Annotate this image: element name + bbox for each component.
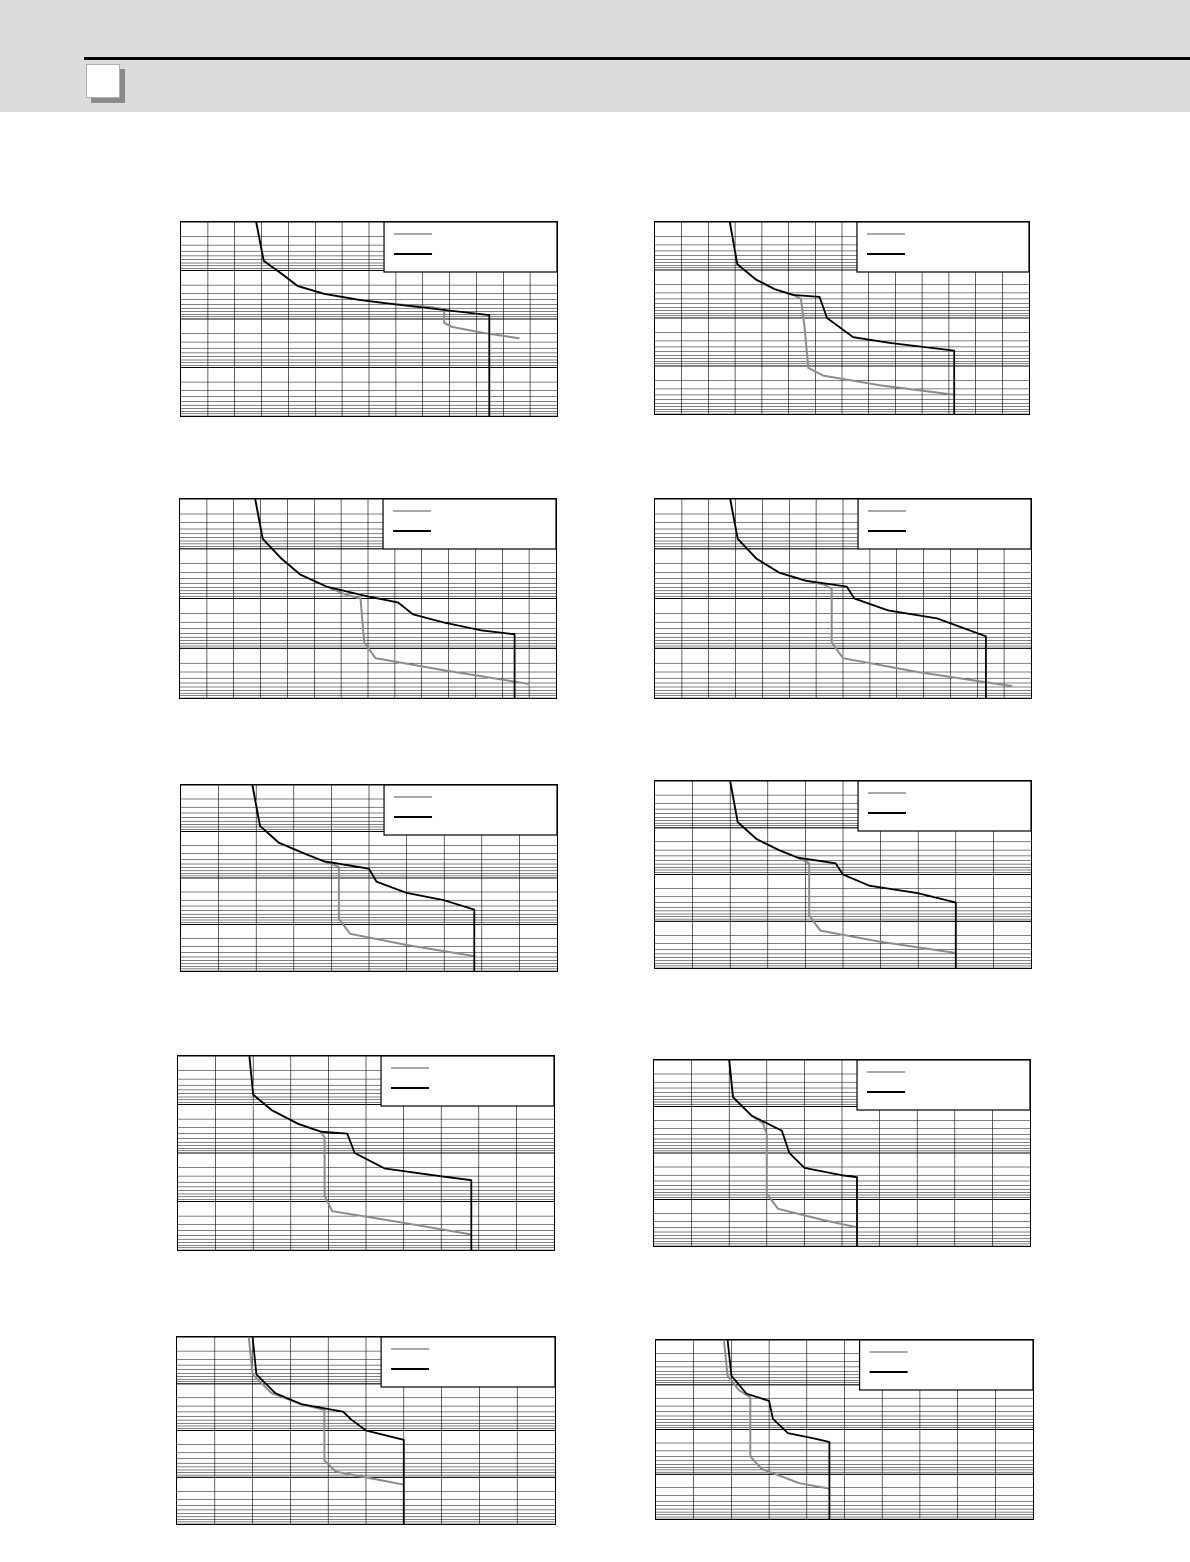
chart-7: [177, 1055, 555, 1251]
chart-2-plot: [655, 222, 1029, 414]
chart-2: [654, 221, 1030, 415]
chart-5-plot: [181, 785, 557, 971]
chart-legend: [383, 499, 556, 549]
chart-legend: [381, 1056, 554, 1106]
page-header-band: [0, 0, 1190, 112]
chart-3: [179, 498, 557, 699]
section-marker-icon: [86, 64, 120, 98]
chart-8: [653, 1059, 1031, 1247]
chart-6: [654, 780, 1032, 969]
chart-1-plot: [181, 222, 557, 416]
legend-box: [381, 1056, 554, 1106]
series-line-1: [729, 1060, 857, 1227]
chart-legend: [384, 222, 557, 272]
header-rule: [84, 57, 1190, 60]
chart-1: [180, 221, 558, 417]
chart-10-plot: [656, 1340, 1033, 1519]
legend-box: [381, 1337, 555, 1387]
legend-box: [384, 222, 557, 272]
chart-legend: [384, 785, 557, 835]
legend-box: [384, 785, 557, 835]
chart-legend: [860, 1340, 1033, 1390]
chart-10: [655, 1339, 1034, 1520]
chart-legend: [381, 1337, 555, 1387]
legend-box: [857, 222, 1029, 272]
chart-3-plot: [180, 499, 556, 698]
chart-9: [176, 1336, 556, 1525]
chart-legend: [857, 1060, 1030, 1110]
chart-8-plot: [654, 1060, 1030, 1246]
legend-box: [860, 1340, 1033, 1390]
chart-9-plot: [177, 1337, 555, 1524]
chart-6-plot: [655, 781, 1031, 968]
chart-4-plot: [655, 499, 1031, 698]
series-line-1: [724, 1340, 830, 1489]
chart-legend: [858, 499, 1031, 549]
chart-4: [654, 498, 1032, 699]
legend-box: [858, 781, 1031, 831]
chart-7-plot: [178, 1056, 554, 1250]
chart-legend: [858, 781, 1031, 831]
legend-box: [383, 499, 556, 549]
chart-5: [180, 784, 558, 972]
legend-box: [858, 499, 1031, 549]
legend-box: [857, 1060, 1030, 1110]
chart-legend: [857, 222, 1029, 272]
